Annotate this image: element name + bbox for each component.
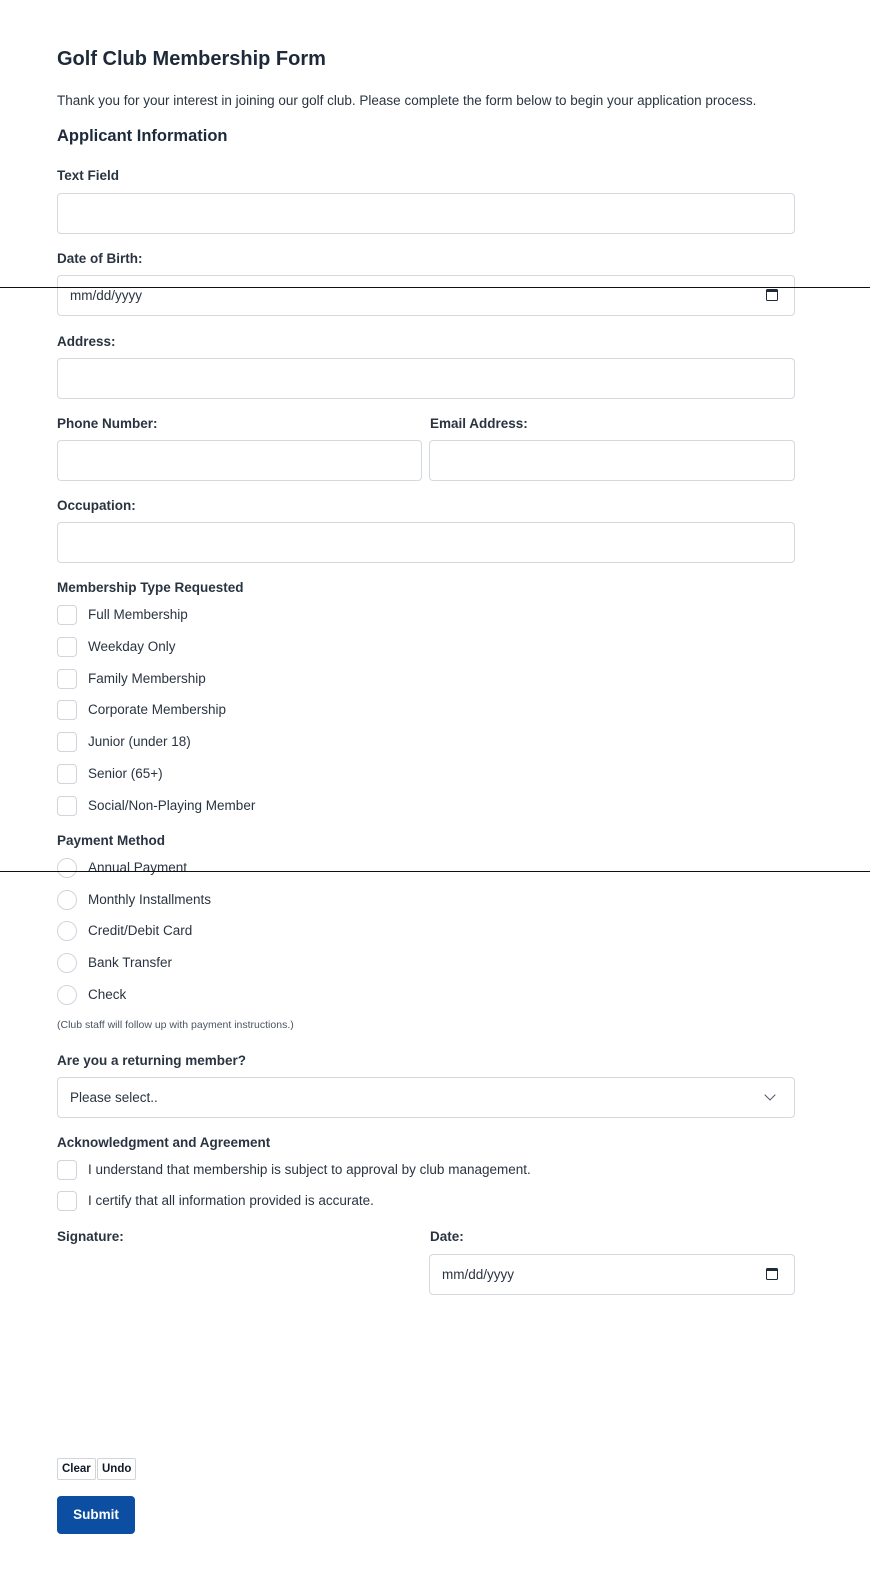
signature-pad[interactable]	[57, 1252, 422, 1452]
membership-option-label: Family Membership	[88, 671, 206, 686]
occupation-label: Occupation:	[57, 498, 136, 513]
payment-option-label: Annual Payment	[88, 860, 188, 875]
undo-signature-button[interactable]: Undo	[97, 1458, 136, 1480]
membership-option-label: Senior (65+)	[88, 766, 163, 781]
payment-radio[interactable]	[57, 985, 77, 1005]
payment-radio[interactable]	[57, 858, 77, 878]
membership-checkbox[interactable]	[57, 700, 77, 720]
agreement-label: Acknowledgment and Agreement	[57, 1135, 271, 1150]
membership-checkbox[interactable]	[57, 637, 77, 657]
address-label: Address:	[57, 334, 116, 349]
phone-input[interactable]	[57, 440, 422, 481]
email-input[interactable]	[429, 440, 795, 481]
overlay-line	[0, 871, 870, 872]
payment-option-label: Check	[88, 987, 127, 1002]
text-field-label: Text Field	[57, 168, 120, 183]
overlay-line	[0, 287, 870, 288]
calendar-icon[interactable]	[766, 1268, 778, 1280]
signature-label: Signature:	[57, 1229, 124, 1244]
agreement-option-label: I certify that all information provided is accurate.	[88, 1193, 374, 1208]
payment-note: (Club staff will follow up with payment instructions.)	[57, 1019, 294, 1031]
membership-checkbox[interactable]	[57, 796, 77, 816]
membership-checkbox[interactable]	[57, 764, 77, 784]
membership-type-label: Membership Type Requested	[57, 580, 244, 595]
membership-option-label: Weekday Only	[88, 639, 176, 654]
phone-label: Phone Number:	[57, 416, 158, 431]
payment-option-label: Bank Transfer	[88, 955, 173, 970]
returning-member-selected: Please select..	[70, 1090, 158, 1105]
dob-input[interactable]	[57, 275, 795, 316]
membership-option-label: Junior (under 18)	[88, 734, 191, 749]
chevron-down-icon	[764, 1089, 775, 1100]
agreement-checkbox[interactable]	[57, 1191, 77, 1211]
clear-signature-button[interactable]: Clear	[57, 1458, 96, 1480]
payment-radio[interactable]	[57, 953, 77, 973]
email-label: Email Address:	[430, 416, 528, 431]
dob-label: Date of Birth:	[57, 251, 143, 266]
text-field-input[interactable]	[57, 193, 795, 234]
signature-date-label: Date:	[430, 1229, 464, 1244]
membership-option-label: Social/Non-Playing Member	[88, 798, 256, 813]
address-input[interactable]	[57, 358, 795, 399]
applicant-section-title: Applicant Information	[57, 127, 228, 145]
payment-method-label: Payment Method	[57, 833, 166, 848]
agreement-option-label: I understand that membership is subject to approval by club management.	[88, 1162, 531, 1177]
membership-option-label: Corporate Membership	[88, 702, 227, 717]
form-title: Golf Club Membership Form	[57, 48, 326, 70]
membership-checkbox[interactable]	[57, 732, 77, 752]
membership-checkbox[interactable]	[57, 669, 77, 689]
payment-option-label: Credit/Debit Card	[88, 923, 193, 938]
returning-member-label: Are you a returning member?	[57, 1053, 247, 1068]
signature-date-input[interactable]	[429, 1254, 795, 1295]
calendar-icon[interactable]	[766, 289, 778, 301]
payment-option-label: Monthly Installments	[88, 892, 212, 907]
membership-checkbox[interactable]	[57, 605, 77, 625]
submit-button[interactable]: Submit	[57, 1496, 135, 1534]
signature-date-placeholder: mm/dd/yyyy	[442, 1267, 515, 1282]
payment-radio[interactable]	[57, 921, 77, 941]
payment-radio[interactable]	[57, 890, 77, 910]
dob-placeholder: mm/dd/yyyy	[70, 288, 143, 303]
form-intro: Thank you for your interest in joining our golf club. Please complete the form below to begin your application process.	[57, 93, 757, 108]
occupation-input[interactable]	[57, 522, 795, 563]
returning-member-select[interactable]	[57, 1077, 795, 1118]
membership-option-label: Full Membership	[88, 607, 188, 622]
agreement-checkbox[interactable]	[57, 1160, 77, 1180]
